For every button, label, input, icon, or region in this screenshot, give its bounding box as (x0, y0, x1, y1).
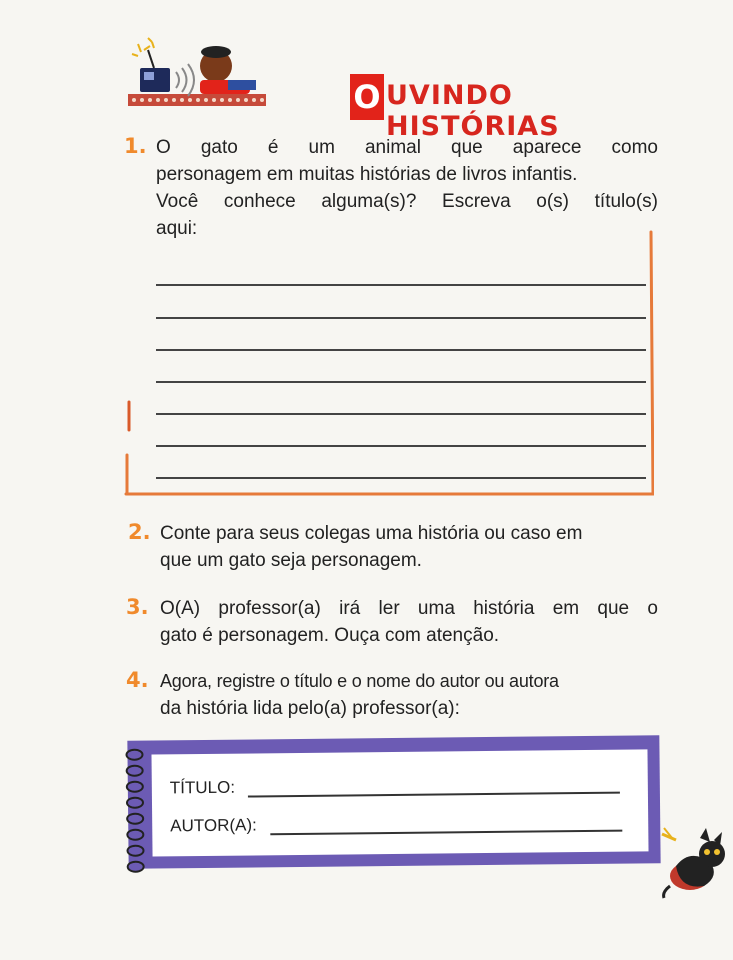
section-title: UVINDO HISTÓRIAS (386, 80, 560, 142)
answer-line-5[interactable] (156, 413, 646, 415)
notebook-page (151, 749, 648, 856)
question-1-line-4: aqui: (156, 218, 198, 239)
question-3-line-2: gato é personagem. Ouça com atenção. (160, 625, 500, 646)
answer-line-6[interactable] (156, 445, 646, 447)
answer-line-7[interactable] (156, 477, 646, 479)
cat-illustration (660, 826, 728, 900)
question-2-line-1: Conte para seus colegas uma história ou caso em (160, 523, 583, 544)
answer-line-3[interactable] (156, 349, 646, 351)
answer-frame (124, 230, 654, 498)
answer-line-2[interactable] (156, 317, 646, 319)
section-header (124, 36, 560, 142)
question-2-number: 2. (128, 520, 151, 544)
question-1-line-2: personagem em muitas histórias de livros infantis. (156, 164, 578, 185)
title-initial-badge: O (350, 74, 384, 120)
author-answer-line[interactable] (270, 830, 622, 835)
question-2-line-2: que um gato seja personagem. (160, 550, 422, 571)
question-1-number: 1. (124, 134, 147, 158)
question-4-line-2: da história lida pelo(a) professor(a): (160, 698, 460, 719)
question-3-line-1: O(A) professor(a) irá ler uma história em que o (160, 598, 658, 619)
title-answer-line[interactable] (248, 792, 620, 797)
question-1-line-3: Você conhece alguma(s)? Escreva o(s) título(s) (156, 191, 658, 212)
radio-listener-illustration (124, 36, 354, 112)
answer-line-4[interactable] (156, 381, 646, 383)
title-field-label: TÍTULO: (169, 777, 236, 798)
notebook-answer-box (127, 735, 660, 869)
question-4-number: 4. (126, 668, 149, 692)
answer-line-1[interactable] (156, 284, 646, 286)
question-1-line-1: O gato é um animal que aparece como (156, 137, 658, 158)
question-4-line-1: Agora, registre o título e o nome do autor ou autora (160, 671, 559, 691)
spiral-binding (125, 749, 148, 877)
author-field-label: AUTOR(A): (170, 815, 257, 836)
question-3-number: 3. (126, 595, 149, 619)
